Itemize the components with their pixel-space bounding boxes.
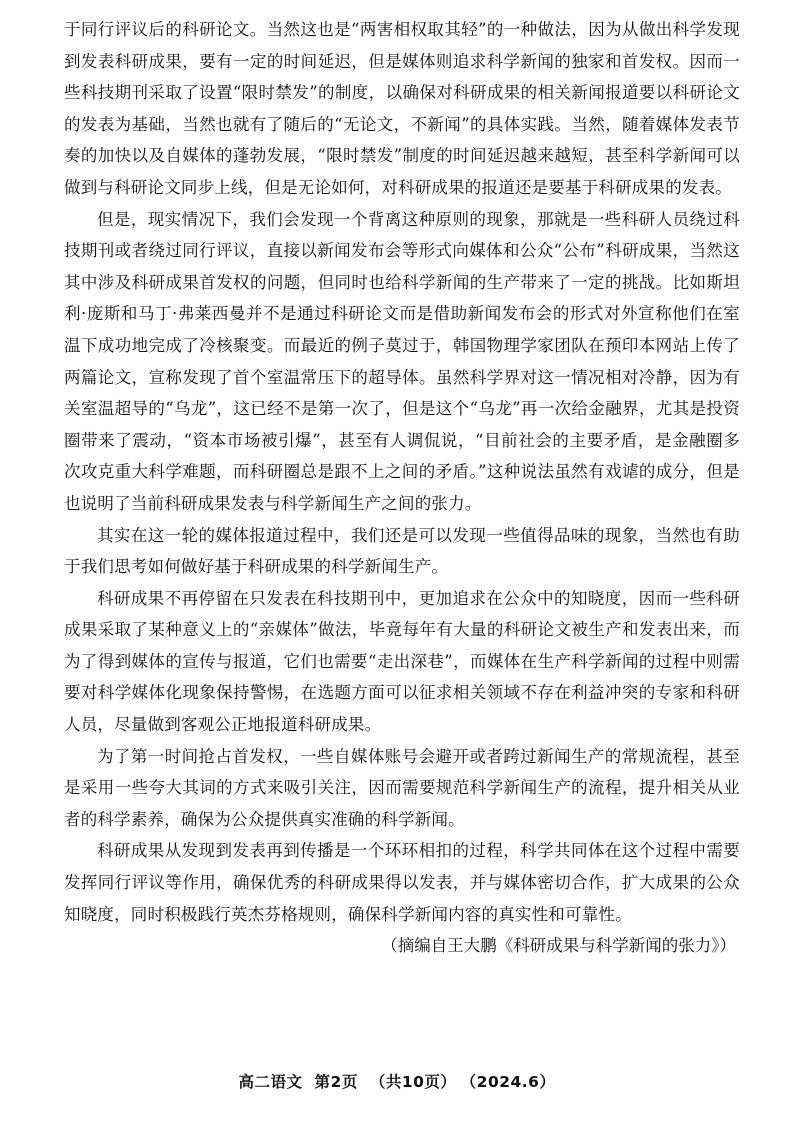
paragraph: 但是，现实情况下，我们会发现一个背离这种原则的现象，那就是一些科研人员绕过科技期刊或者绕过同行评议，直接以新闻发布会等形式向媒体和公众“公布”科研成果，当然这其中涉及科研成果首发权的问题，但同时也给科学新闻的生产带来了一定的挑战。比如斯坦利·庞斯和马丁·弗莱西曼并不是通过科研论文而是借助新闻发布会的形式对外宣称他们在室温下成功地完成了冷核聚变。而最近的例子莫过于，韩国物理学家团队在预印本网站上传了两篇论文，宣称发现了首个室温常压下的超导体。虽然科学界对这一情况相对冷静，因为有关室温超导的“乌龙”，这已经不是第一次了，但是这个“乌龙”再一次给金融界，尤其是投资圈带来了震动，“资本市场被引爆”，甚至有人调侃说，“目前社会的主要矛盾，是金融圈多次攻克重大科学难题，而科研圈总是跟不上之间的矛盾。”这种说法虽然有戏谑的成分，但是也说明了当前科研成果发表与科学新闻生产之间的张力。: [64, 209, 740, 513]
footer-total-pages: （共10页）: [369, 1073, 457, 1091]
paragraph: 为了第一时间抢占首发权，一些自媒体账号会避开或者跨过新闻生产的常规流程，甚至是采用一些夸大其词的方式来吸引关注，因而需要规范科学新闻生产的流程，提升相关从业者的科学素养，确保为公众提供真实准确的科学新闻。: [64, 746, 740, 829]
footer-subject: 高二语文: [238, 1073, 303, 1091]
footer-page-number: 第2页: [314, 1073, 358, 1091]
article-body: [64, 14, 740, 962]
page-footer: [0, 1070, 794, 1092]
footer-date: （2024.6）: [468, 1073, 556, 1091]
paragraph: 科研成果不再停留在只发表在科技期刊中，更加追求在公众中的知晓度，因而一些科研成果采取了某种意义上的“亲媒体”做法，毕竟每年有大量的科研论文被生产和发表出来，而为了得到媒体的宣传与报道，它们也需要“走出深巷”，而媒体在生产科学新闻的过程中则需要对科学媒体化现象保持警惕，在选题方面可以征求相关领域不存在利益冲突的专家和科研人员，尽量做到客观公正地报道科研成果。: [64, 588, 740, 735]
paragraph: 科研成果从发现到发表再到传播是一个环环相扣的过程，科学共同体在这个过程中需要发挥同行评议等作用，确保优秀的科研成果得以发表，并与媒体密切合作，扩大成果的公众知晓度，同时积极践行英杰芬格规则，确保科学新闻内容的真实性和可靠性。: [64, 841, 740, 924]
paragraph-continued: 于同行评议后的科研论文。当然这也是“两害相权取其轻”的一种做法，因为从做出科学发现到发表科研成果，要有一定的时间延迟，但是媒体则追求科学新闻的独家和首发权。因而一些科技期刊采取了设置“限时禁发”的制度，以确保对科研成果的相关新闻报道要以科研论文的发表为基础，当然也就有了随后的“无论文，不新闻”的具体实践。当然，随着媒体发表节奏的加快以及自媒体的蓬勃发展，“限时禁发”制度的时间延迟越来越短，甚至科学新闻可以做到与科研论文同步上线，但是无论如何，对科研成果的报道还是要基于科研成果的发表。: [64, 20, 740, 197]
paragraph: 其实在这一轮的媒体报道过程中，我们还是可以发现一些值得品味的现象，当然也有助于我们思考如何做好基于科研成果的科学新闻生产。: [64, 525, 740, 577]
article-source: （摘编自王大鹏《科研成果与科学新闻的张力》）: [381, 936, 736, 956]
